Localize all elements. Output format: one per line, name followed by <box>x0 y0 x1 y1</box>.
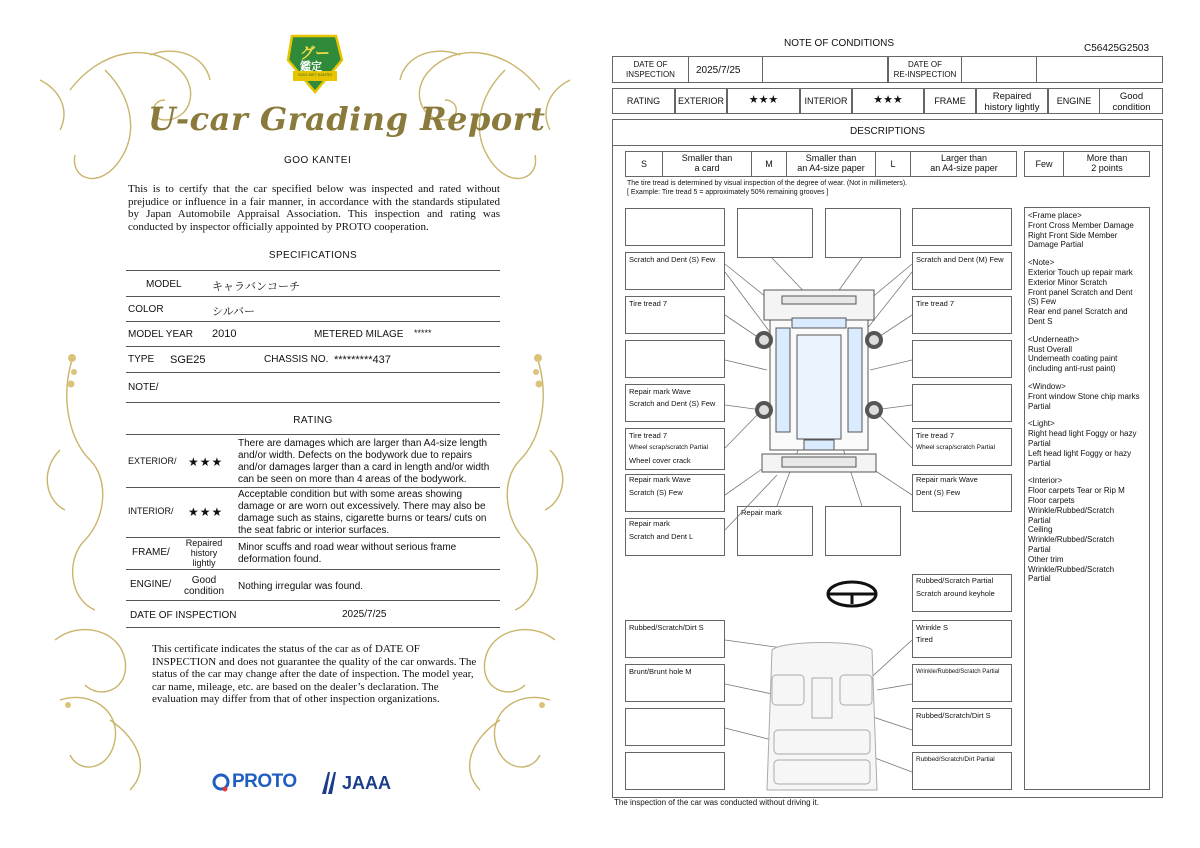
note-line: Other trim <box>1028 554 1064 564</box>
model-label: MODEL <box>146 279 182 290</box>
exterior-label: EXTERIOR <box>677 96 724 106</box>
interior-stars: ★★★ <box>873 94 903 106</box>
note-line: Dent S <box>1028 316 1053 326</box>
mileage-value: ***** <box>414 328 432 338</box>
note-gap <box>1028 468 1156 476</box>
note-line: Partial <box>1028 574 1051 584</box>
frame-value <box>976 91 1048 113</box>
note-line: Partial <box>1028 515 1051 525</box>
note-line: Floor carpets Tear or Rip M <box>1028 486 1125 496</box>
note-line: Damage Partial <box>1028 240 1084 250</box>
condition-caption: Wheel scrap/scratch Partial <box>916 444 996 451</box>
note-line: Exterior Touch up repair mark <box>1028 267 1133 277</box>
condition-caption: Repair mark <box>629 519 670 528</box>
note-line: Rust Overall <box>1028 344 1073 354</box>
note-line: Partial <box>1028 458 1051 468</box>
engine-description: Nothing irregular was found. <box>238 581 364 592</box>
condition-caption: Rubbed/Scratch/Dirt Partial <box>916 756 995 763</box>
note-line: Right Front Side Member <box>1028 230 1118 240</box>
legend-line: More than <box>1086 153 1128 163</box>
divider <box>126 402 500 403</box>
note-line: Floor carpets <box>1028 495 1075 505</box>
legend-line: 2 points <box>1091 163 1123 173</box>
specifications-heading: SPECIFICATIONS <box>268 250 358 261</box>
legend-l: L <box>890 159 896 169</box>
frame-value <box>180 538 228 568</box>
engine-label: ENGINE <box>1056 96 1092 106</box>
interior-label: INTERIOR <box>804 96 848 106</box>
interior-label: INTERIOR/ <box>128 506 174 516</box>
condition-caption: Brunt/Brunt hole M <box>629 667 692 676</box>
value-line: Good <box>1119 91 1144 102</box>
label-line: INSPECTION <box>626 70 675 79</box>
descriptions-heading: DESCRIPTIONS <box>849 126 925 137</box>
note-line: Underneath coating paint <box>1028 354 1118 364</box>
tire-note: The tire tread is determined by visual inspection of the degree of wear. (Not in millimeters). <box>627 180 908 187</box>
report-code: C56425G2503 <box>1084 43 1150 54</box>
engine-value-line: condition <box>183 586 225 597</box>
label-line: RE-INSPECTION <box>893 70 957 79</box>
badge-text-main: 鑑定 <box>300 61 322 73</box>
divider <box>126 569 500 570</box>
note-line: Front window Stone chip marks <box>1028 391 1140 401</box>
condition-caption: Tire tread 7 <box>629 299 668 308</box>
note-line: Front panel Scratch and Dent <box>1028 287 1133 297</box>
condition-caption: Repair mark Wave <box>916 475 978 484</box>
date-cell <box>1036 56 1163 83</box>
jaaa-logo-icon <box>318 770 340 796</box>
note-gap <box>1028 250 1156 258</box>
condition-caption: Scratch and Dent (S) Few <box>629 255 716 264</box>
mileage-label: METERED MILAGE <box>314 329 404 340</box>
condition-caption: Dent (S) Few <box>916 488 961 497</box>
certificate-footer: This certificate indicates the status of the car as of DATE OF INSPECTION and does not guarantee the quality of the car onwards. The status of the car may change after the date of inspection. The model year, car name, mileage, etc. are based on the dealer’s declaration. The evaluation may differ from that of other inspection organizations. <box>152 643 477 705</box>
note-line: (S) Few <box>1028 297 1056 307</box>
note-label: NOTE/ <box>128 382 159 393</box>
certification-text: This is to certify that the car specified below was inspected and rated without prejudice or influence in a fair manner, in accordance with the standards stipulated by Japan Automobile Appraisal Association. This inspection and rating was conducted by inspector officially appointed by PROTO cooperation. <box>128 183 500 233</box>
condition-caption: Rubbed/Scratch/Dirt S <box>629 623 704 632</box>
engine-value <box>1100 91 1163 113</box>
frame-description: Minor scuffs and road wear without serious frame deformation found. <box>238 542 457 565</box>
note-line: Front Cross Member Damage <box>1028 220 1134 230</box>
divider <box>126 372 500 373</box>
divider <box>126 270 500 271</box>
note-line: Wrinkle/Rubbed/Scratch <box>1028 564 1115 574</box>
note-line: (including anti-rust paint) <box>1028 364 1116 374</box>
inspection-footer-note: The inspection of the car was conducted without driving it. <box>614 798 819 807</box>
divider <box>126 346 500 347</box>
car-diagram <box>612 200 1022 800</box>
legend-line: Smaller than <box>681 153 733 163</box>
engine-value <box>178 575 230 597</box>
divider <box>126 487 500 488</box>
legend-line: a card <box>694 163 720 173</box>
model-year-value: 2010 <box>212 328 237 340</box>
engine-value-line: Good <box>191 575 217 586</box>
condition-caption: Wrinkle S <box>916 623 948 632</box>
note-gap <box>1028 411 1156 419</box>
interior-description: Acceptable condition but with some areas showing damage or are worn out excessively. There may also be damage such as stains, cigarette burns or tears/ cuts on the seat fabric or interior surfaces. <box>238 489 487 536</box>
type-value: SGE25 <box>170 354 206 366</box>
exterior-description: There are damages which are larger than A4-size length and/or width. Defects on the bodywork due to repairs and/or damages larger than a card in length and/or width can be seen on more than 4 areas of the bodywork. <box>238 438 490 485</box>
date-of-inspection-label: DATE OF INSPECTION <box>130 610 237 621</box>
color-value: シルバー <box>212 306 255 318</box>
legend-line: an A4-size paper <box>797 163 865 173</box>
notes-list <box>1028 211 1156 584</box>
condition-caption: Tire tread 7 <box>916 431 955 440</box>
note-line: Partial <box>1028 438 1051 448</box>
condition-caption: Tire tread 7 <box>629 431 668 440</box>
report-subtitle: GOO KANTEI <box>284 155 352 166</box>
steering-wheel-icon <box>828 582 876 606</box>
report-title: U-car Grading Report <box>148 100 546 138</box>
date-of-inspection-value: 2025/7/25 <box>342 609 387 620</box>
note-line: Wrinkle/Rubbed/Scratch <box>1028 535 1115 545</box>
note-gap <box>1028 327 1156 335</box>
note-line: Partial <box>1028 401 1051 411</box>
exterior-stars: ★★★ <box>188 455 224 469</box>
condition-caption: Repair mark <box>741 508 782 517</box>
chassis-label: CHASSIS NO. <box>264 354 329 365</box>
model-value: キャラバンコーチ <box>212 281 300 293</box>
condition-caption: Scratch around keyhole <box>916 589 995 598</box>
rating-label: RATING <box>626 96 661 106</box>
legend-few-desc <box>1064 153 1150 173</box>
divider <box>126 627 500 628</box>
legend-s-desc <box>663 153 751 173</box>
legend-line: Smaller than <box>805 153 857 163</box>
note-line: <Light> <box>1028 419 1055 429</box>
conditions-heading: NOTE OF CONDITIONS <box>784 38 894 49</box>
chassis-value: *********437 <box>334 354 391 366</box>
frame-value-line: lightly <box>192 558 216 568</box>
value-line: Repaired <box>992 91 1032 102</box>
date-of-inspection-value: 2025/7/25 <box>696 65 741 76</box>
condition-caption: Wheel scrap/scratch Partial <box>629 444 709 451</box>
date-of-inspection-label <box>612 60 689 80</box>
condition-caption: Repair mark Wave <box>629 387 691 396</box>
rating-heading: RATING <box>293 415 333 426</box>
jaaa-logo: JAAA <box>342 773 392 793</box>
note-line: Ceiling <box>1028 525 1053 535</box>
note-line: Left head light Foggy or hazy <box>1028 448 1132 458</box>
note-line: Rear end panel Scratch and <box>1028 307 1128 317</box>
legend-s: S <box>640 159 647 169</box>
value-line: history lightly <box>984 102 1040 113</box>
note-line: Exterior Minor Scratch <box>1028 277 1108 287</box>
proto-logo: PROTO <box>232 771 297 792</box>
divider <box>126 600 500 601</box>
tire-example: [ Example: Tire tread 5 = approximately 50% remaining grooves ] <box>627 189 829 196</box>
condition-caption: Rubbed/Scratch/Dirt S <box>916 711 991 720</box>
condition-caption: Tired <box>916 635 933 644</box>
condition-caption: Scratch (S) Few <box>629 488 683 497</box>
frame-label: FRAME <box>934 96 966 106</box>
badge-ribbon: GOO-NET KANTEI <box>297 72 333 77</box>
legend-line: Larger than <box>940 153 988 163</box>
note-line: <Frame place> <box>1028 211 1082 220</box>
exterior-stars: ★★★ <box>748 94 779 106</box>
condition-caption: Wheel cover crack <box>629 456 691 465</box>
note-gap <box>1028 374 1156 382</box>
interior-stars: ★★★ <box>188 505 224 519</box>
condition-caption: Scratch and Dent (M) Few <box>916 255 1004 264</box>
label-line: DATE OF <box>633 60 668 69</box>
condition-caption: Wrinkle/Rubbed/Scratch Partial <box>916 669 1000 675</box>
divider <box>126 321 500 322</box>
label-line: DATE OF <box>907 60 943 69</box>
type-label: TYPE <box>128 354 155 365</box>
divider <box>126 296 500 297</box>
frame-label: FRAME/ <box>132 547 170 558</box>
model-year-label: MODEL YEAR <box>128 329 194 340</box>
proto-logo-icon <box>212 772 232 794</box>
legend-few: Few <box>1035 159 1053 169</box>
frame-value-line: Repaired <box>185 538 223 548</box>
legend-l-desc <box>911 153 1017 173</box>
frame-value-line: history <box>190 548 218 558</box>
condition-caption: Scratch and Dent L <box>629 532 694 541</box>
divider <box>126 434 500 435</box>
color-label: COLOR <box>128 304 164 315</box>
legend-m: M <box>765 159 773 169</box>
legend-line: an A4-size paper <box>930 163 998 173</box>
engine-label: ENGINE/ <box>130 579 172 590</box>
date-of-reinspection-label <box>888 60 962 80</box>
condition-caption: Tire tread 7 <box>916 299 955 308</box>
note-line: Wrinkle/Rubbed/Scratch <box>1028 505 1115 515</box>
date-cell <box>762 56 888 83</box>
note-line: Right head light Foggy or hazy <box>1028 429 1137 439</box>
note-line: <Underneath> <box>1028 334 1080 344</box>
condition-caption: Repair mark Wave <box>629 475 691 484</box>
note-line: <Window> <box>1028 381 1066 391</box>
note-line: <Interior> <box>1028 476 1063 486</box>
exterior-label: EXTERIOR/ <box>128 456 177 466</box>
legend-m-desc <box>787 153 875 173</box>
note-line: <Note> <box>1028 258 1055 268</box>
condition-caption: Scratch and Dent (S) Few <box>629 399 716 408</box>
value-line: condition <box>1112 102 1151 113</box>
condition-caption: Rubbed/Scratch Partial <box>916 576 994 585</box>
badge-text-top: グー <box>300 45 331 62</box>
note-line: Partial <box>1028 544 1051 554</box>
